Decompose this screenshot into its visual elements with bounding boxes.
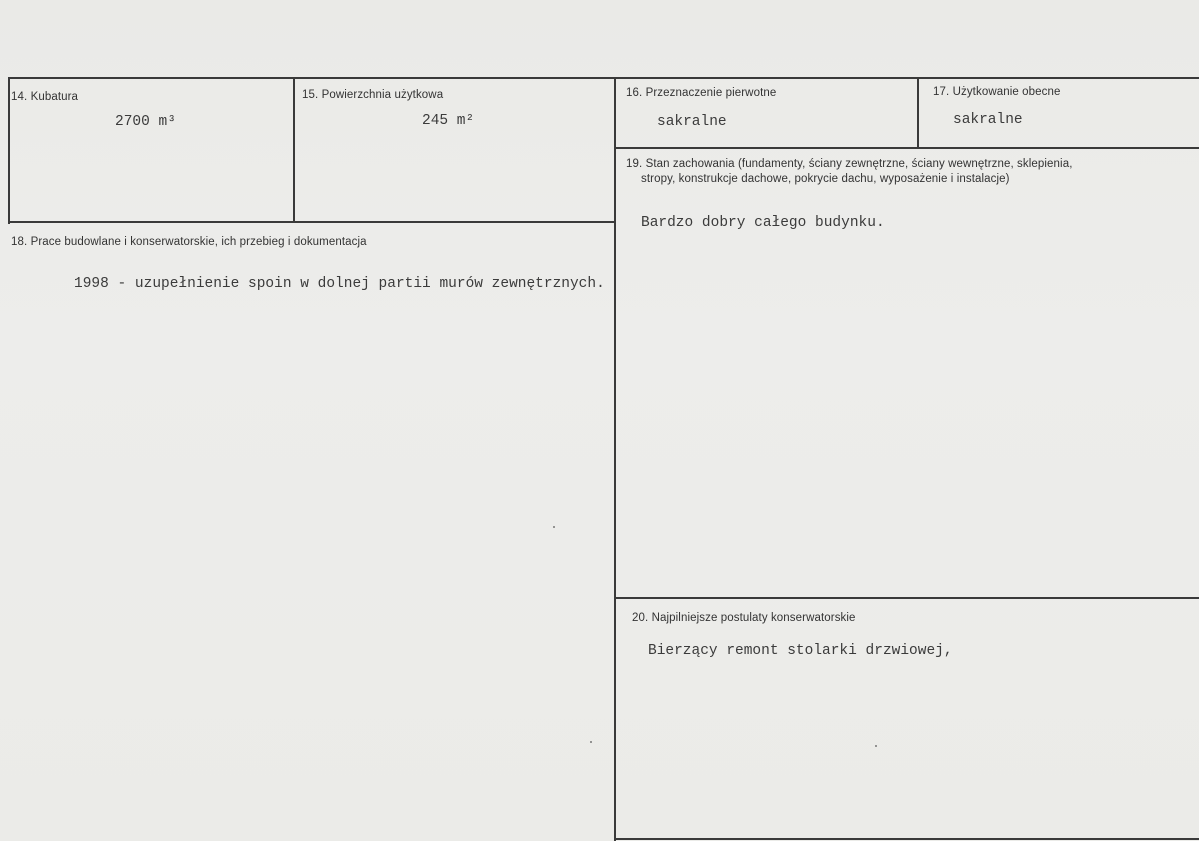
paper-speck xyxy=(590,741,592,743)
divider-15-16 xyxy=(614,77,616,841)
field-14-label: 14. Kubatura xyxy=(11,91,79,103)
field-16-label: 16. Przeznaczenie pierwotne xyxy=(626,87,777,99)
field-15-label: 15. Powierzchnia użytkowa xyxy=(302,89,444,101)
field-19-label-line2: stropy, konstrukcje dachowe, pokrycie dachu, wyposażenie i instalacje) xyxy=(641,173,1010,185)
rule-above-20 xyxy=(614,597,1199,599)
field-20-label: 20. Najpilniejsze postulaty konserwatorskie xyxy=(632,612,856,624)
field-16-value: sakralne xyxy=(657,114,727,130)
field-17-label: 17. Użytkowanie obecne xyxy=(933,86,1061,98)
field-14-value: 2700 m³ xyxy=(115,114,176,130)
paper-speck xyxy=(553,526,555,528)
field-17-value: sakralne xyxy=(953,112,1023,128)
rule-under-14-15 xyxy=(8,221,615,223)
field-19-value: Bardzo dobry całego budynku. xyxy=(641,215,885,231)
divider-16-17 xyxy=(917,77,919,148)
top-rule xyxy=(8,77,1199,79)
left-rule xyxy=(8,77,10,224)
field-20-value: Bierzący remont stolarki drzwiowej, xyxy=(648,643,953,659)
bottom-rule xyxy=(614,838,1199,840)
paper-speck xyxy=(875,745,877,747)
field-19-label-line1: 19. Stan zachowania (fundamenty, ściany zewnętrzne, ściany wewnętrzne, sklepienia, xyxy=(626,158,1073,170)
field-15-value: 245 m² xyxy=(422,113,475,129)
field-18-value: 1998 - uzupełnienie spoin w dolnej partii murów zewnętrznych. xyxy=(74,276,605,292)
field-18-label: 18. Prace budowlane i konserwatorskie, ich przebieg i dokumentacja xyxy=(11,236,367,248)
rule-under-16-17 xyxy=(614,147,1199,149)
divider-14-15 xyxy=(293,77,295,222)
